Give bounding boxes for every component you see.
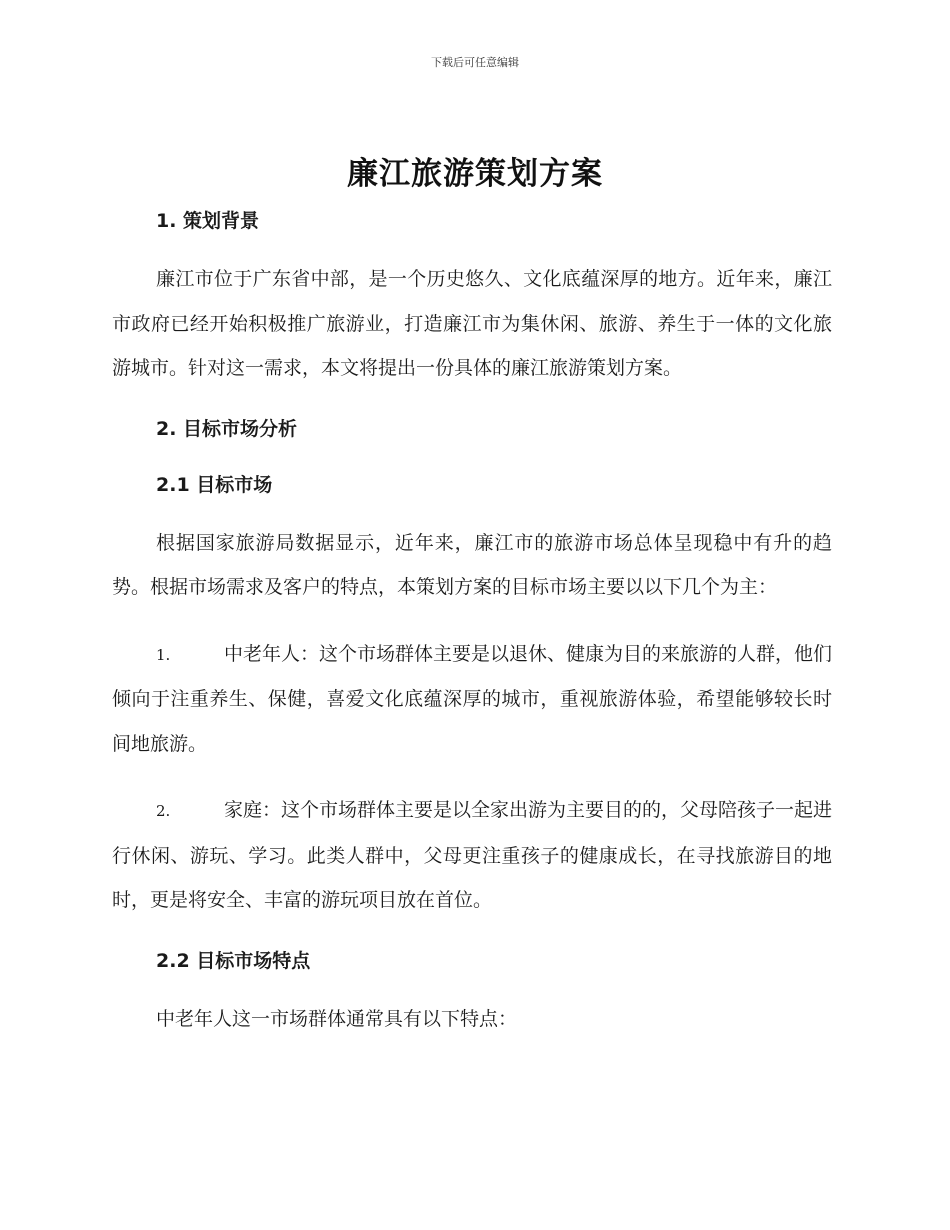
list-item-number: 1. xyxy=(156,645,171,664)
document-title: 廉江旅游策划方案 xyxy=(347,156,603,192)
list-item-text: 家庭：这个市场群体主要是以全家出游为主要目的的，父母陪孩子一起进行休闲、游玩、学习。此类人群中，父母更注重孩子的健康成长，在寻找旅游目的地时，更是将安全、丰富的游玩项目放在首位。 xyxy=(112,799,833,911)
list-item-number: 2. xyxy=(156,802,171,820)
target-market-paragraph: 根据国家旅游局数据显示，近年来，廉江市的旅游市场总体呈现稳中有升的趋势。根据市场需求及客户的特点，本策划方案的目标市场主要以以下几个为主： xyxy=(112,531,832,598)
market-features-paragraph: 中老年人这一市场群体通常具有以下特点： xyxy=(156,1007,518,1030)
list-item xyxy=(112,632,832,767)
background-paragraph: 廉江市位于广东省中部，是一个历史悠久、文化底蕴深厚的地方。近年来，廉江市政府已经开始积极推广旅游业，打造廉江市为集休闲、旅游、养生于一体的文化旅游城市。针对这一需求，本文将提出一份具体的廉江旅游策划方案。 xyxy=(112,268,832,379)
list-item-text: 中老年人：这个市场群体主要是以退休、健康为目的来旅游的人群，他们倾向于注重养生、保健，喜爱文化底蕴深厚的城市，重视旅游体验，希望能够较长时间地旅游。 xyxy=(112,642,833,755)
section-heading-market-features: 2.2 目标市场特点 xyxy=(156,949,311,972)
document-body xyxy=(112,205,832,1041)
section-heading-market-analysis: 2. 目标市场分析 xyxy=(156,417,298,440)
section-heading-background: 1. 策划背景 xyxy=(156,210,260,232)
list-item xyxy=(112,788,832,923)
section-heading-target-market: 2.1 目标市场 xyxy=(156,473,273,496)
header-note: 下载后可任意编辑 xyxy=(431,56,519,69)
